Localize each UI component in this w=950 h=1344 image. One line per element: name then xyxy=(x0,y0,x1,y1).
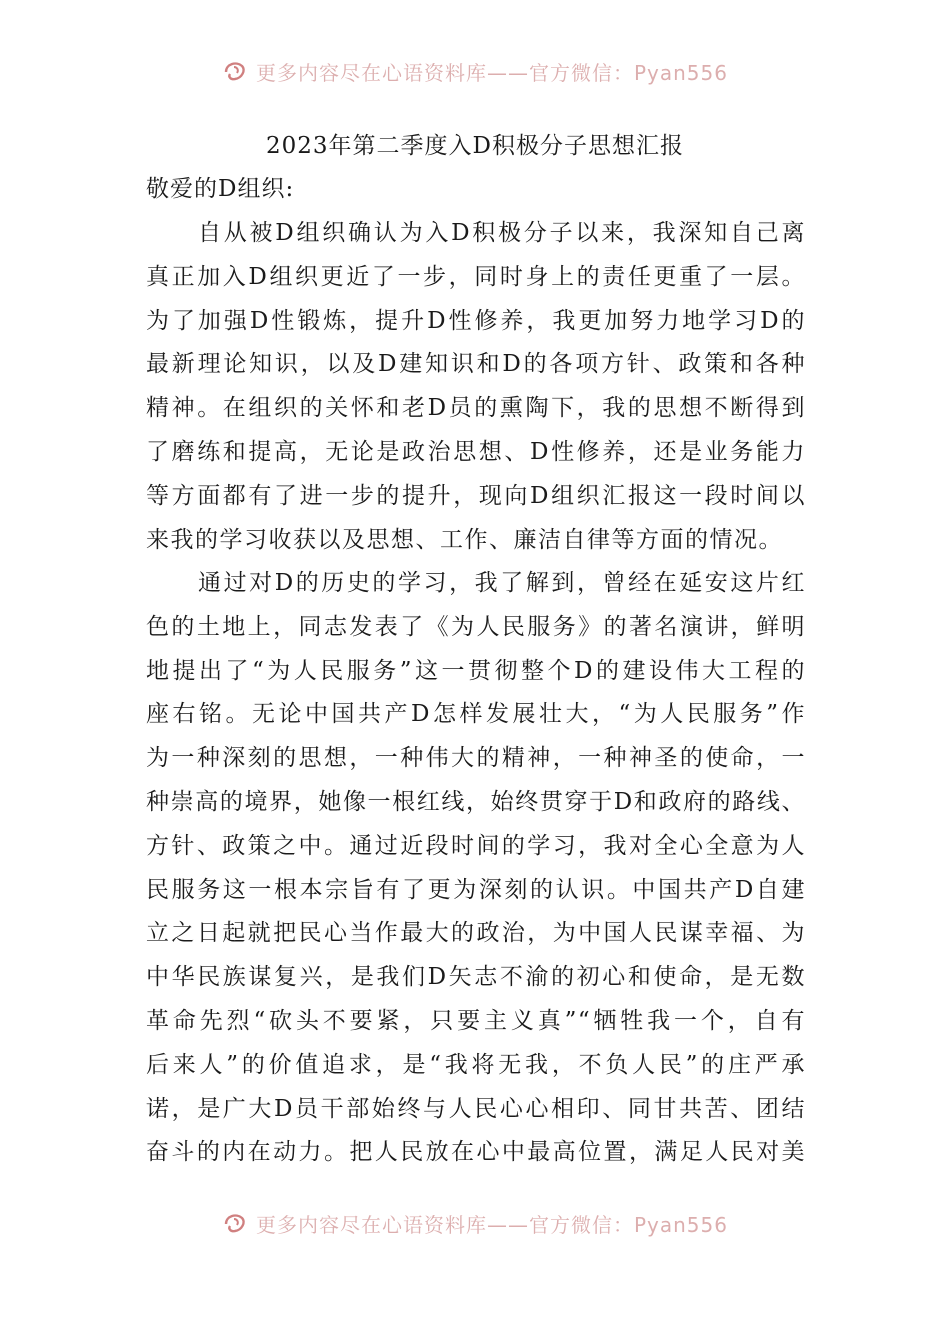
footer-watermark xyxy=(0,1208,950,1238)
text-line: 后来人”的价值追求，是“我将无我，不负人民”的庄严承 xyxy=(146,1051,806,1078)
text-line: 诺，是广大D员干部始终与人民心心相印、同甘共苦、团结 xyxy=(146,1095,806,1122)
text-line: 自从被D组织确认为入D积极分子以来，我深知自己离 xyxy=(198,220,806,246)
text-line: 为一种深刻的思想，一种伟大的精神，一种神圣的使命，一 xyxy=(146,745,806,772)
text-line: 方针、政策之中。通过近段时间的学习，我对全心全意为人 xyxy=(146,832,806,859)
header-watermark xyxy=(0,56,950,86)
paragraph-2 xyxy=(146,562,806,1175)
salutation: 敬爱的D组织: xyxy=(146,176,295,202)
text-line: 地提出了“为人民服务”这一贯彻整个D的建设伟大工程的 xyxy=(146,657,806,684)
watermark-logo-icon xyxy=(222,58,248,84)
text-line: 立之日起就把民心当作最大的政治，为中国人民谋幸福、为 xyxy=(146,920,806,947)
text-line: 通过对D的历史的学习，我了解到，曾经在延安这片红 xyxy=(198,570,806,596)
text-line: 种崇高的境界，她像一根红线，始终贯穿于D和政府的路线、 xyxy=(146,788,806,815)
text-line: 民服务这一根本宗旨有了更为深刻的认识。中国共产D自建 xyxy=(146,876,806,903)
watermark-text: 更多内容尽在心语资料库——官方微信：Pyan556 xyxy=(255,1212,728,1237)
text-line: 奋斗的内在动力。把人民放在心中最高位置，满足人民对美 xyxy=(146,1139,806,1166)
watermark-logo-icon xyxy=(222,1210,248,1236)
text-line: 等方面都有了进一步的提升，现向D组织汇报这一段时间以 xyxy=(146,482,806,509)
text-line: 精神。在组织的关怀和老D员的熏陶下，我的思想不断得到 xyxy=(146,395,806,422)
text-line: 真正加入D组织更近了一步，同时身上的责任更重了一层。 xyxy=(146,263,806,290)
text-line: 为了加强D性锻炼，提升D性修养，我更加努力地学习D的 xyxy=(146,307,806,334)
text-line: 革命先烈“砍头不要紧，只要主义真”“牺牲我一个，自有 xyxy=(146,1007,806,1034)
text-line: 最新理论知识，以及D建知识和D的各项方针、政策和各种 xyxy=(146,351,806,378)
text-line: 了磨练和提高，无论是政治思想、D性修养，还是业务能力 xyxy=(146,438,806,465)
paragraph-1 xyxy=(146,212,806,562)
text-line: 色的土地上，同志发表了《为人民服务》的著名演讲，鲜明 xyxy=(146,613,806,640)
text-line: 中华民族谋复兴，是我们D矢志不渝的初心和使命，是无数 xyxy=(146,964,806,991)
watermark-text: 更多内容尽在心语资料库——官方微信：Pyan556 xyxy=(255,60,728,85)
document-title: 2023年第二季度入D积极分子思想汇报 xyxy=(266,133,684,159)
text-line: 座右铭。无论中国共产D怎样发展壮大，“为人民服务”作 xyxy=(146,701,806,728)
text-line: 来我的学习收获以及思想、工作、廉洁自律等方面的情况。 xyxy=(146,526,783,553)
